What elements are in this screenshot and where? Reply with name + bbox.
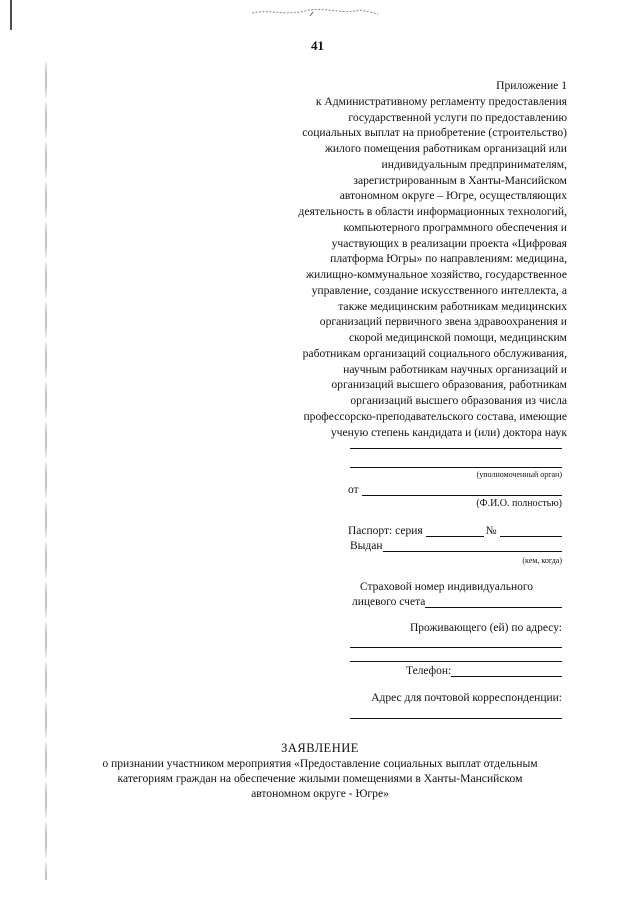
authorized-body-blank-1[interactable] bbox=[350, 448, 562, 449]
authorized-body-caption: (уполномоченный орган) bbox=[476, 470, 562, 479]
snils-blank[interactable] bbox=[425, 596, 562, 608]
issued-blank[interactable] bbox=[383, 540, 562, 552]
annex-line: ученую степень кандидата и (или) доктора наук bbox=[330, 425, 567, 439]
passport-number-label: № bbox=[485, 525, 497, 537]
annex-line: социальных выплат на приобретение (строительство) bbox=[302, 126, 567, 140]
annex-line: работникам организаций социального обслуживания, bbox=[302, 346, 567, 360]
passport-series-blank[interactable] bbox=[426, 525, 484, 537]
annex-line: управление, создание искусственного интеллекта, а bbox=[311, 283, 567, 297]
statement-line: автономном округе - Югре» bbox=[251, 787, 389, 800]
phone-row bbox=[340, 665, 562, 677]
annex-line: также медицинским работникам медицинских bbox=[338, 299, 567, 313]
phone-blank[interactable] bbox=[451, 665, 562, 677]
postal-address-label: Адрес для почтовой корреспонденции: bbox=[371, 692, 562, 704]
annex-title: Приложение 1 bbox=[496, 79, 567, 92]
annex-line: профессорско-преподавательского состава, имеющие bbox=[303, 409, 567, 423]
residence-blank-1[interactable] bbox=[350, 647, 562, 648]
statement-subtitle bbox=[60, 756, 580, 801]
postal-address-blank[interactable] bbox=[350, 718, 562, 719]
scan-smudge-mark bbox=[250, 6, 380, 18]
annex-line: скорой медицинской помощи, медицинским bbox=[348, 331, 567, 344]
scan-margin-line bbox=[10, 0, 12, 30]
snils-row bbox=[340, 596, 562, 608]
fio-caption: (Ф.И.О. полностью) bbox=[476, 498, 562, 509]
issued-caption: (кем, когда) bbox=[522, 556, 562, 565]
annex-line: индивидуальным предпринимателям, bbox=[381, 157, 567, 171]
annex-line: организаций первичного звена здравоохранения и bbox=[319, 315, 567, 329]
issued-label: Выдан bbox=[350, 540, 383, 552]
annex-line: автономном округе – Югре, осуществляющих bbox=[339, 189, 567, 203]
annex-header bbox=[257, 78, 567, 440]
phone-label: Телефон: bbox=[406, 665, 452, 677]
residence-label: Проживающего (ей) по адресу: bbox=[409, 622, 562, 634]
page-number: 41 bbox=[311, 38, 324, 53]
statement-block bbox=[60, 741, 580, 801]
annex-line: к Административному регламенту предоставления bbox=[315, 94, 567, 108]
passport-row bbox=[340, 525, 562, 537]
applicant-form bbox=[340, 448, 562, 719]
from-label: от bbox=[348, 484, 359, 496]
annex-line: научным работникам научных организаций и bbox=[343, 362, 567, 376]
annex-line: государственной услуги по предоставлению bbox=[348, 110, 567, 124]
statement-title: ЗАЯВЛЕНИЕ bbox=[281, 741, 359, 755]
issued-row bbox=[340, 540, 562, 552]
from-row bbox=[340, 484, 562, 496]
passport-number-blank[interactable] bbox=[500, 525, 562, 537]
statement-line: о признании участником мероприятия «Предоставление социальных выплат отдельным bbox=[102, 757, 538, 770]
annex-line: организаций высшего образования из числа bbox=[350, 394, 567, 407]
snils-label-line1: Страховой номер индивидуального bbox=[360, 581, 534, 593]
authorized-body-blank-2[interactable] bbox=[350, 467, 562, 468]
annex-line: участвующих в реализации проекта «Цифровая bbox=[331, 236, 567, 250]
annex-line: зарегистрированным в Ханты-Мансийском bbox=[353, 173, 567, 187]
annex-line: жилищно-коммунальное хозяйство, государственное bbox=[306, 268, 567, 281]
scan-margin-dots bbox=[45, 60, 47, 880]
passport-series-label: Паспорт: серия bbox=[348, 525, 423, 537]
annex-line: жилого помещения работникам организаций или bbox=[324, 142, 567, 155]
residence-blank-2[interactable] bbox=[350, 661, 562, 662]
annex-line: деятельность в области информационных технологий, bbox=[298, 205, 567, 218]
statement-line: категориям граждан на обеспечение жилыми помещениями в Ханты-Мансийском bbox=[117, 772, 523, 785]
annex-line: платформа Югры» по направлениям: медицина, bbox=[330, 252, 567, 266]
from-blank[interactable] bbox=[362, 484, 562, 496]
annex-line: организаций высшего образования, работникам bbox=[331, 378, 567, 392]
snils-label-line2: лицевого счета bbox=[352, 596, 426, 608]
annex-line: компьютерного программного обеспечения и bbox=[343, 220, 567, 234]
